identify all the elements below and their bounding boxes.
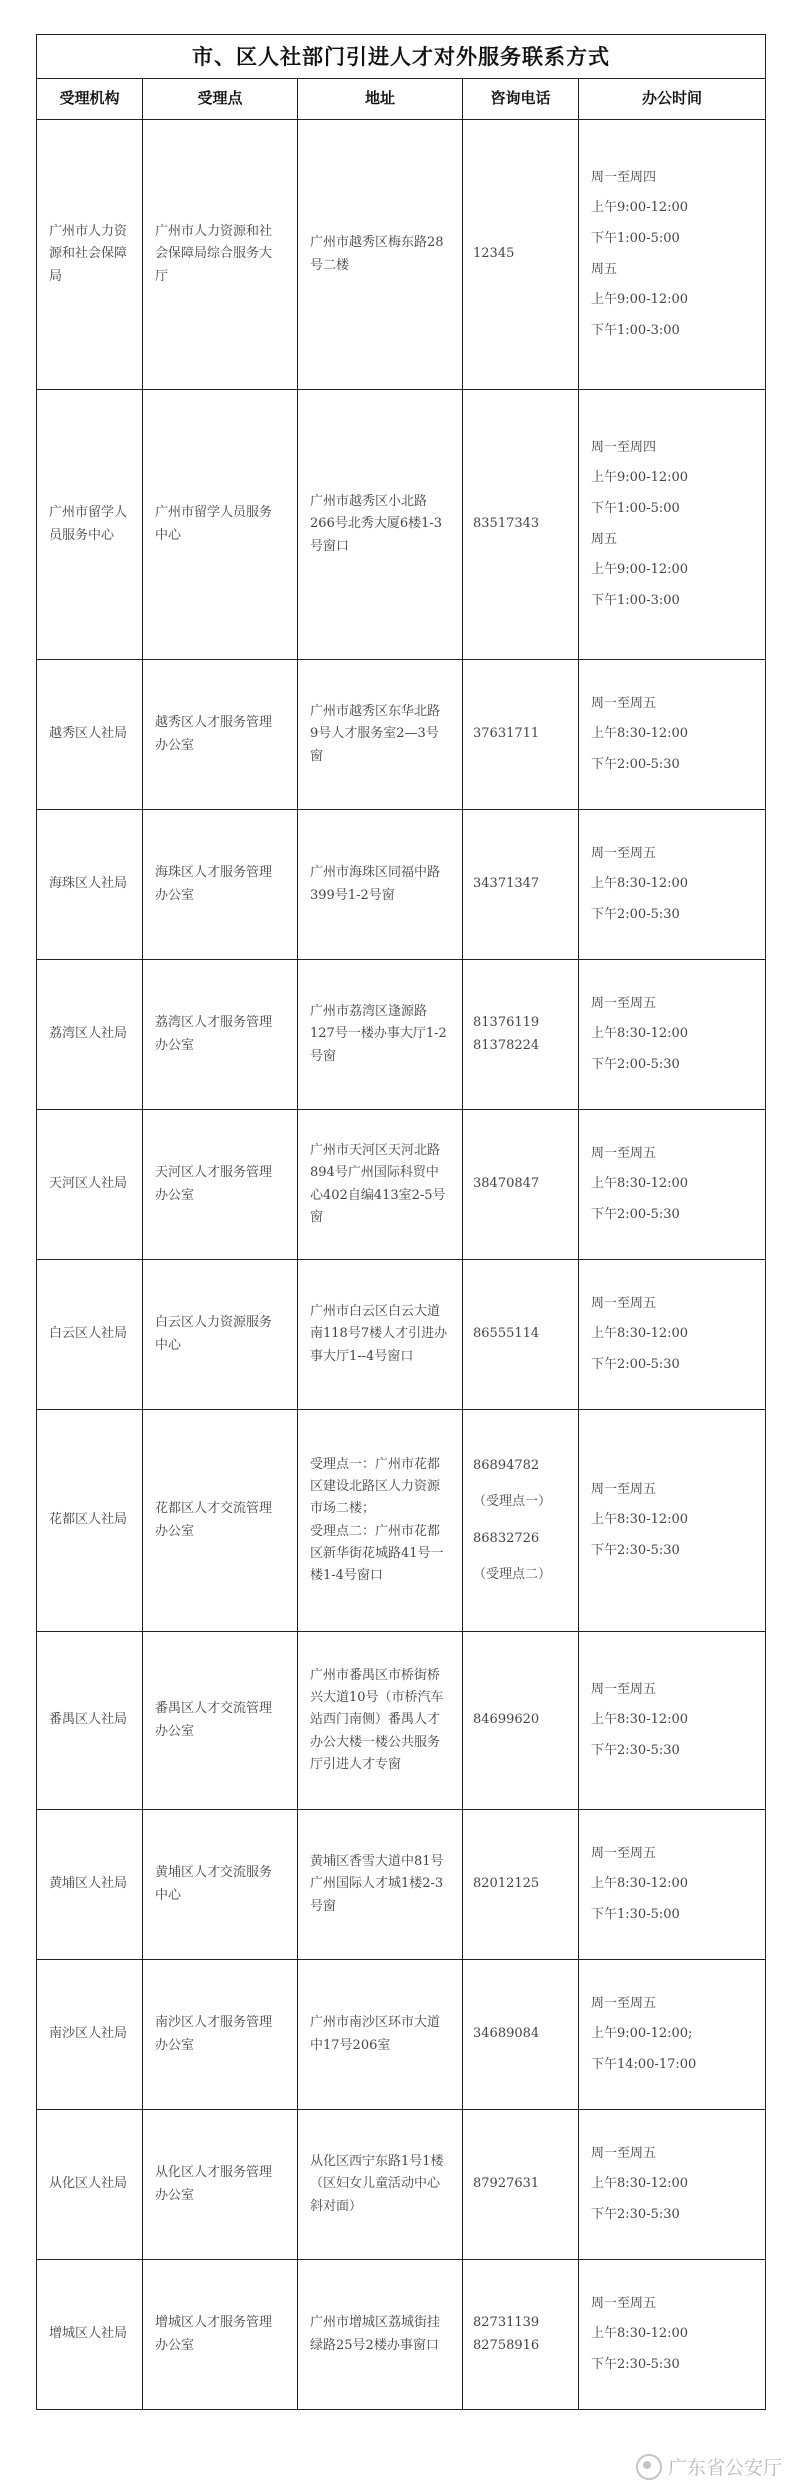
hours-line: 周一至周五 [591, 2145, 657, 2161]
phone-cell [463, 1960, 579, 2110]
point-line: 办公室 [155, 887, 195, 903]
header-hours: 办公时间 [579, 79, 766, 120]
org-line: 广州市人力资 [49, 224, 128, 240]
phone-line: 81376119 [473, 1015, 540, 1031]
hours-line: 上午8:30-12:00 [591, 1026, 689, 1042]
org-cell [37, 1110, 143, 1260]
hours-line: 周一至周五 [591, 695, 657, 711]
table-row [37, 810, 766, 960]
hours-line: 周一至周五 [591, 995, 657, 1011]
address-line: 广州国际人才城1楼2-3 [310, 1876, 444, 1892]
address-cell [298, 1410, 463, 1632]
hours-line: 上午8:30-12:00 [591, 1326, 689, 1342]
address-line: 广州市越秀区梅东路28 [310, 235, 444, 251]
hours-line: 周五 [591, 261, 618, 277]
address-line: 受理点二：广州市花都 [310, 1523, 441, 1539]
address-cell [298, 2260, 463, 2410]
point-line: 办公室 [155, 1187, 195, 1203]
table-row [37, 1410, 766, 1632]
hours-line: 上午9:00-12:00; [591, 2026, 693, 2042]
point-line: 番禺区人才交流管理 [155, 1701, 273, 1717]
hours-cell [579, 2260, 766, 2410]
hours-line: 上午8:30-12:00 [591, 2326, 689, 2342]
address-line: 事大厅1--4号窗口 [310, 1348, 414, 1364]
org-cell [37, 120, 143, 390]
hours-line: 周一至周五 [591, 1845, 657, 1861]
hours-line: 周一至周五 [591, 845, 657, 861]
address-line: 从化区西宁东路1号1楼 [310, 2154, 444, 2170]
address-line: 黄埔区香雪大道中81号 [310, 1854, 444, 1870]
hours-line: 上午9:00-12:00 [591, 562, 689, 578]
address-line: 广州市白云区白云大道 [310, 1304, 441, 1320]
org-line: 白云区人社局 [49, 1326, 128, 1342]
phone-line: 84699620 [473, 1712, 540, 1728]
org-cell [37, 810, 143, 960]
hours-line: 下午2:00-5:30 [591, 756, 680, 772]
address-cell [298, 810, 463, 960]
contact-table [36, 34, 766, 2410]
address-cell [298, 960, 463, 1110]
table-title: 市、区人社部门引进人才对外服务联系方式 [37, 35, 766, 79]
phone-line: 86832726 [473, 1530, 540, 1546]
phone-cell [463, 1810, 579, 1960]
point-cell [143, 1260, 298, 1410]
hours-line: 周一至周四 [591, 169, 657, 185]
hours-line: 下午2:00-5:30 [591, 906, 680, 922]
org-cell [37, 2110, 143, 2260]
table-row [37, 1632, 766, 1810]
hours-cell [579, 2110, 766, 2260]
address-line: （区妇女儿童活动中心 [310, 2176, 441, 2192]
hours-line: 下午1:00-5:00 [591, 230, 680, 246]
hours-line: 上午8:30-12:00 [591, 1512, 689, 1528]
phone-cell [463, 1110, 579, 1260]
org-line: 黄埔区人社局 [49, 1876, 128, 1892]
phone-cell [463, 1632, 579, 1810]
org-cell [37, 2260, 143, 2410]
hours-cell [579, 1260, 766, 1410]
point-line: 增城区人才服务管理 [155, 2315, 273, 2331]
header-org: 受理机构 [37, 79, 143, 120]
point-cell [143, 1110, 298, 1260]
phone-line: （受理点一） [473, 1494, 552, 1510]
phone-cell [463, 960, 579, 1110]
hours-line: 下午2:00-5:30 [591, 1056, 680, 1072]
hours-line: 周一至周五 [591, 1145, 657, 1161]
org-line: 南沙区人社局 [49, 2026, 128, 2042]
org-cell [37, 1960, 143, 2110]
header-phone: 咨询电话 [463, 79, 579, 120]
address-line: 894号广州国际科贸中 [310, 1165, 439, 1181]
phone-line: 37631711 [473, 726, 540, 742]
hours-line: 上午9:00-12:00 [591, 200, 689, 216]
point-cell [143, 1410, 298, 1632]
phone-cell [463, 810, 579, 960]
phone-line: 81378224 [473, 1037, 540, 1053]
address-line: 号二楼 [310, 257, 350, 273]
org-line: 花都区人社局 [49, 1512, 128, 1528]
address-line: 广州市越秀区东华北路 [310, 704, 441, 720]
phone-line: 82012125 [473, 1876, 540, 1892]
phone-line: 86894782 [473, 1458, 540, 1474]
address-line: 厅引进人才专窗 [310, 1756, 402, 1772]
org-line: 荔湾区人社局 [49, 1026, 128, 1042]
address-line: 号窗 [310, 1898, 337, 1914]
phone-cell [463, 2260, 579, 2410]
hours-cell [579, 1110, 766, 1260]
phone-cell [463, 120, 579, 390]
address-line: 399号1-2号窗 [310, 887, 395, 903]
table-row [37, 1810, 766, 1960]
phone-line: 34371347 [473, 876, 540, 892]
address-line: 号窗口 [310, 538, 350, 554]
address-line: 楼1-4号窗口 [310, 1567, 383, 1583]
address-line: 中17号206室 [310, 2037, 391, 2053]
hours-line: 上午9:00-12:00 [591, 292, 689, 308]
org-cell [37, 1810, 143, 1960]
point-line: 天河区人才服务管理 [155, 1165, 273, 1181]
hours-line: 下午14:00-17:00 [591, 2056, 697, 2072]
address-line: 站西门南侧）番禺人才 [310, 1712, 441, 1728]
point-line: 海珠区人才服务管理 [155, 865, 273, 881]
address-line: 9号人才服务室2—3号 [310, 726, 439, 742]
hours-cell [579, 1960, 766, 2110]
hours-cell [579, 660, 766, 810]
org-cell [37, 1632, 143, 1810]
address-line: 广州市海珠区同福中路 [310, 865, 441, 881]
address-cell [298, 120, 463, 390]
table-row [37, 660, 766, 810]
address-line: 绿路25号2楼办事窗口 [310, 2337, 439, 2353]
phone-line: 86555114 [473, 1326, 540, 1342]
hours-cell [579, 1810, 766, 1960]
address-line: 广州市天河区天河北路 [310, 1143, 441, 1159]
point-cell [143, 1810, 298, 1960]
hours-cell [579, 120, 766, 390]
address-line: 127号一楼办事大厅1-2 [310, 1026, 447, 1042]
address-line: 广州市增城区荔城街挂 [310, 2315, 441, 2331]
address-line: 号窗 [310, 1048, 337, 1064]
phone-line: 34689084 [473, 2026, 540, 2042]
address-line: 心402自编413室2-5号 [310, 1187, 446, 1203]
hours-line: 周一至周五 [591, 1995, 657, 2011]
point-cell [143, 960, 298, 1110]
hours-line: 下午2:00-5:30 [591, 1206, 680, 1222]
point-cell [143, 120, 298, 390]
hours-line: 周一至周四 [591, 439, 657, 455]
point-line: 办公室 [155, 2187, 195, 2203]
address-cell [298, 1110, 463, 1260]
org-line: 天河区人社局 [49, 1176, 128, 1192]
org-cell [37, 960, 143, 1110]
hours-line: 上午9:00-12:00 [591, 470, 689, 486]
org-line: 广州市留学人 [49, 505, 128, 521]
watermark-text: 广东省公安厅 [667, 2457, 782, 2479]
point-line: 荔湾区人才服务管理 [155, 1015, 273, 1031]
point-cell [143, 660, 298, 810]
hours-line: 下午1:30-5:00 [591, 1906, 680, 1922]
table-row [37, 1960, 766, 2110]
point-line: 花都区人才交流管理 [155, 1501, 273, 1517]
phone-cell [463, 1410, 579, 1632]
address-cell [298, 2110, 463, 2260]
hours-cell [579, 1410, 766, 1632]
point-cell [143, 390, 298, 660]
address-line: 南118号7楼人才引进办 [310, 1326, 448, 1342]
point-line: 厅 [155, 268, 169, 284]
point-line: 办公室 [155, 1037, 195, 1053]
org-line: 从化区人社局 [49, 2176, 128, 2192]
address-cell [298, 1960, 463, 2110]
phone-cell [463, 1260, 579, 1410]
point-line: 办公室 [155, 2037, 195, 2053]
org-line: 海珠区人社局 [49, 876, 128, 892]
point-cell [143, 2110, 298, 2260]
address-line: 广州市南沙区环市大道 [310, 2015, 441, 2031]
address-line: 斜对面） [310, 2198, 363, 2214]
address-cell [298, 1632, 463, 1810]
table-row [37, 2260, 766, 2410]
hours-line: 周一至周五 [591, 1481, 657, 1497]
address-line: 266号北秀大厦6楼1-3 [310, 516, 443, 532]
hours-cell [579, 810, 766, 960]
phone-line: 82758916 [473, 2337, 540, 2353]
phone-cell [463, 390, 579, 660]
org-line: 员服务中心 [49, 527, 115, 543]
table-row [37, 1260, 766, 1410]
org-line: 源和社会保障 [49, 246, 128, 262]
address-line: 区建设北路区人力资源 [310, 1479, 441, 1495]
address-line: 受理点一：广州市花都 [310, 1457, 441, 1473]
address-line: 广州市荔湾区逢源路 [310, 1004, 428, 1020]
phone-line: 82731139 [473, 2315, 540, 2331]
phone-line: 38470847 [473, 1176, 540, 1192]
point-line: 越秀区人才服务管理 [155, 715, 273, 731]
address-line: 办公大楼一楼公共服务 [310, 1734, 441, 1750]
point-line: 广州市人力资源和社 [155, 224, 273, 240]
hours-line: 上午8:30-12:00 [591, 2176, 689, 2192]
org-line: 番禺区人社局 [49, 1712, 128, 1728]
phone-cell [463, 660, 579, 810]
phone-line: 87927631 [473, 2176, 540, 2192]
hours-line: 周一至周五 [591, 1295, 657, 1311]
point-cell [143, 2260, 298, 2410]
phone-cell [463, 2110, 579, 2260]
address-line: 窗 [310, 748, 324, 764]
point-line: 办公室 [155, 737, 195, 753]
address-line: 窗 [310, 1209, 324, 1225]
hours-cell [579, 960, 766, 1110]
point-line: 中心 [155, 1887, 182, 1903]
hours-cell [579, 390, 766, 660]
hours-line: 上午8:30-12:00 [591, 1876, 689, 1892]
address-cell [298, 1810, 463, 1960]
watermark [636, 2453, 782, 2480]
table-row [37, 2110, 766, 2260]
address-line: 广州市番禺区市桥街桥 [310, 1668, 441, 1684]
hours-cell [579, 1632, 766, 1810]
org-cell [37, 660, 143, 810]
point-line: 南沙区人才服务管理 [155, 2015, 273, 2031]
phone-line: 12345 [473, 246, 515, 262]
header-address: 地址 [298, 79, 463, 120]
point-line: 中心 [155, 527, 182, 543]
hours-line: 上午8:30-12:00 [591, 1712, 689, 1728]
table-row [37, 390, 766, 660]
hours-line: 下午1:00-3:00 [591, 592, 680, 608]
point-line: 黄埔区人才交流服务 [155, 1865, 273, 1881]
address-line: 市场二楼； [310, 1501, 376, 1517]
address-cell [298, 660, 463, 810]
table-row [37, 960, 766, 1110]
org-line: 局 [49, 268, 63, 284]
table-row [37, 120, 766, 390]
org-line: 增城区人社局 [49, 2326, 128, 2342]
point-line: 中心 [155, 1337, 182, 1353]
header-point: 受理点 [143, 79, 298, 120]
hours-line: 下午1:00-3:00 [591, 322, 680, 338]
hours-line: 下午1:00-5:00 [591, 500, 680, 516]
table-row [37, 1110, 766, 1260]
hours-line: 周五 [591, 531, 618, 547]
address-line: 广州市越秀区小北路 [310, 494, 428, 510]
address-line: 区新华街花城路41号一 [310, 1545, 444, 1561]
point-line: 办公室 [155, 2337, 195, 2353]
point-cell [143, 1632, 298, 1810]
phone-line: （受理点二） [473, 1566, 552, 1582]
point-line: 广州市留学人员服务 [155, 505, 273, 521]
hours-line: 上午8:30-12:00 [591, 876, 689, 892]
org-line: 越秀区人社局 [49, 726, 128, 742]
hours-line: 下午2:00-5:30 [591, 1356, 680, 1372]
point-line: 会保障局综合服务大 [155, 246, 273, 262]
hours-line: 周一至周五 [591, 2295, 657, 2311]
hours-line: 下午2:30-5:30 [591, 2206, 680, 2222]
point-cell [143, 810, 298, 960]
org-cell [37, 1410, 143, 1632]
address-cell [298, 390, 463, 660]
hours-line: 下午2:30-5:30 [591, 2356, 680, 2372]
hours-line: 下午2:30-5:30 [591, 1742, 680, 1758]
point-line: 办公室 [155, 1523, 195, 1539]
address-cell [298, 1260, 463, 1410]
badge-icon [636, 2454, 662, 2480]
point-cell [143, 1960, 298, 2110]
hours-line: 上午8:30-12:00 [591, 1176, 689, 1192]
point-line: 办公室 [155, 1723, 195, 1739]
address-line: 兴大道10号（市桥汽车 [310, 1690, 444, 1706]
hours-line: 下午2:30-5:30 [591, 1542, 680, 1558]
point-line: 从化区人才服务管理 [155, 2165, 273, 2181]
point-line: 白云区人力资源服务 [155, 1315, 273, 1331]
phone-line: 83517343 [473, 516, 540, 532]
hours-line: 周一至周五 [591, 1681, 657, 1697]
org-cell [37, 1260, 143, 1410]
org-cell [37, 390, 143, 660]
hours-line: 上午8:30-12:00 [591, 726, 689, 742]
